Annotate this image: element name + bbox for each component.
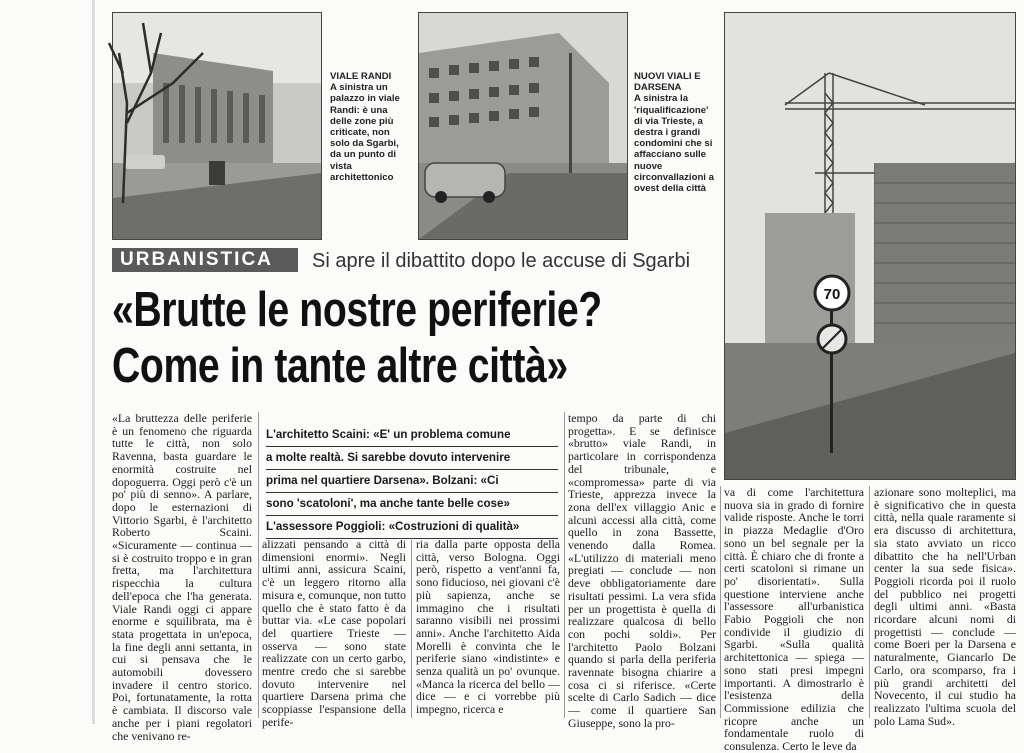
caption-text: A sinistra la 'riqualificazione' di via Trieste, a destra i grandi condomini che si affacciano sulle nuove circonvallazioni a ovest della città	[634, 93, 714, 195]
photo-via-trieste	[418, 12, 628, 240]
caption-nuovi-viali	[634, 71, 716, 194]
caption-heading: VIALE RANDI	[330, 71, 392, 82]
caption-viale-randi	[330, 71, 412, 183]
subheadline: a molte realtà. Si sarebbe dovuto intervenire	[266, 447, 558, 470]
kicker: Si apre il dibattito dopo le accuse di Sgarbi	[312, 250, 691, 272]
headline-line2: Come in tante altre città»	[112, 339, 568, 393]
column-rule	[869, 486, 870, 718]
article-column-2: alizzati pensando a città di dimensioni enormi». Negli ultimi anni, assicura Scaini, c'è un leggero ritorno alla misura e, comunque, non tutto quello che è stato fatto è da buttar via. «Le case popolari del quartiere Trieste — osserva — sono state realizzate con un certo garbo, mentre credo che si sarebbe dovuto intervenire nel quartiere Darsena prima che scoppiasse l'espansione della perife-	[262, 537, 406, 729]
headline-line1: «Brutte le nostre periferie?	[112, 283, 602, 337]
subheadline: L'architetto Scaini: «E' un problema comune	[266, 424, 558, 447]
subheadline: prima nel quartiere Darsena». Bolzani: «Ci	[266, 470, 558, 493]
article-column-6: azionare sono molteplici, ma è significativo che in questa città, nella quale raramente si era discusso di architettura, sia stato avviato un ricco dibattito che ha nell'Urban center la sua sede fisica». Poggioli ricorda poi il ruolo del pubblico nei progetti degli ultimi anni. «Basta ricordare alcuni nomi di progettisti — conclude — come Boeri per la Darsena e naturalmente, Giancarlo De Carlo, ora scomparso, fra i più grandi architetti del Novecento, il cui studio ha realizzato l'ultima scuola del polo Lama Sud».	[874, 485, 1016, 728]
headline	[112, 282, 602, 394]
column-rule	[411, 538, 412, 718]
caption-heading: NUOVI VIALI E DARSENA	[634, 71, 701, 94]
article-column-4: tempo da parte di chi progetta». E se definisce «brutto» viale Randi, in particolare in corrispondenza del tribunale, e «compromessa» parte di via Trieste, apprezza invece la zona dell'ex villaggio Anic e alcuni accessi alla città, come quello in zona Bassette, venendo dalla Romea. «L'utilizzo di materiali meno pregiati — conclude — non deve obbligatoriamente dare risultati pessimi. La vera sfida per un progettista è quella di realizzare qualcosa di bello con pochi soldi». Per l'architetto Paolo Bolzani quando si parla della periferia ravennate bisogna chiarire a cosa ci si riferisce. «Certe scelte di Carlo Sadich — dice — come il quartiere San Giuseppe, sono la pro-	[568, 411, 716, 730]
column-rule	[258, 412, 259, 718]
column-rule	[720, 486, 721, 718]
caption-text: A sinistra un palazzo in viale Randi: è una delle zone più criticate, non solo da Sgarbi, da un punto di vista architettonico	[330, 82, 400, 183]
subheadline: sono 'scatoloni', ma anche tante belle cose»	[266, 493, 558, 516]
subheadlines	[266, 424, 558, 539]
article-column-3: ria dalla parte opposta della città, verso Bologna. Oggi però, rispetto a vent'anni fa, sono fiducioso, nei giovani c'è più sapienza, anche se immagino che i risultati saranno visibili nei prossimi anni». Anche l'architetto Aida Morelli è convinta che le periferie siano «indistinte» e senza qualità un po' ovunque. «Manca la ricerca del bello — dice — e ci vorrebbe più impegno, ricerca e	[416, 537, 560, 717]
speed-limit-sign: 70	[823, 286, 841, 303]
column-rule	[564, 412, 565, 718]
photo-viale-randi	[112, 12, 322, 240]
page-fold	[92, 0, 95, 724]
article-column-1: «La bruttezza delle periferie è un fenomeno che riguarda tutte le città, non solo Ravenna, basta guardare le enormità costruite nel dopoguerra. Oggi però c'è un po' più di senno». A parlare, dopo le esternazioni di Vittorio Sgarbi, è l'architetto Roberto Scaini. «Sicuramente — continua — si è costruito troppo e in gran fretta, ma l'architettura rispecchia la cultura dell'epoca che l'ha generata. Viale Randi oggi ci appare enorme e squilibrata, ma è stata progettata in un'epoca, la fine degli anni settanta, in cui si pensava che le automobili dovessero invadere il centro storico. Poi, fortunatamente, la rotta è cambiata. Il discorso vale anche per i piani regolatori che venivano re-	[112, 411, 252, 743]
photo-darsena-construction	[724, 12, 1016, 480]
section-label: URBANISTICA	[112, 248, 298, 272]
article-column-5: va di come l'architettura nuova sia in grado di fornire valide risposte. Anche le torri in piazza Medaglie d'Oro sono un bel segnale per la città. È chiaro che di fronte a certi scatoloni si rimane un po' disorientati». Sulla questione interviene anche l'assessore all'urbanistica Fabio Poggioli che non condivide il giudizio di Sgarbi. «Sulla qualità architettonica — spiega — sono stati presi impegni importanti. A dimostrarlo è l'esistenza della Commissione edilizia che ricopre anche un fondamentale ruolo di consulenza. Certo le leve da	[724, 485, 864, 753]
subheadline: L'assessore Poggioli: «Costruzioni di qualità»	[266, 516, 558, 539]
